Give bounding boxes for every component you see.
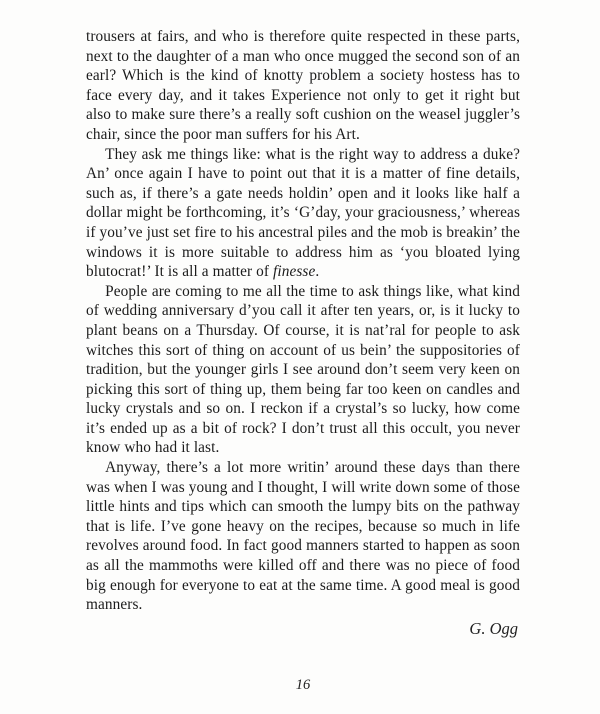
text-segment: . bbox=[315, 263, 320, 281]
text-segment: trousers at fairs, and who is therefore quite respected in these parts, next to the daughter of a man who once mugged the second son of an earl? Which is the kind of knotty problem a society hostess has to face every day, and it takes Experience not only to get it right but also to make sure there’s a really soft cushion on the weasel juggler’s chair, since the poor man suffers for his Art. bbox=[86, 28, 520, 143]
paragraph bbox=[86, 27, 520, 145]
paragraph bbox=[86, 145, 520, 282]
page-text bbox=[86, 27, 520, 615]
paragraph bbox=[86, 458, 520, 615]
paragraph bbox=[86, 282, 520, 458]
author-signature: G. Ogg bbox=[469, 618, 518, 638]
italic-text-segment: finesse bbox=[273, 263, 316, 281]
text-segment: People are coming to me all the time to ask things like, what kind of wedding anniversary d’you call it after ten years, or, is it lucky to plant beans on a Thursday. Of course, it is nat’ral for people to ask witches this sort of thing on account of us bein’ the suppositories of tradition, but the younger girls I see around don’t seem very keen on picking this sort of thing up, them being far too keen on candles and lucky crystals and so on. I reckon if a crystal’s so lucky, how come it’s ended up as a bit of rock? I don’t trust all this occult, you never know who had it last. bbox=[86, 282, 520, 457]
page-number: 16 bbox=[295, 677, 311, 693]
text-segment: They ask me things like: what is the right way to address a duke? An’ once again I have to point out that it is a matter of fine details, such as, if there’s a gate needs holdin’ open and it looks like half a dollar might be forthcoming, it’s ‘G’day, your graciousness,’ whereas if you’ve just set fire to his ancestral piles and the mob is breakin’ the windows it is more suitable to address him as ‘you bloated lying blutocrat!’ It is all a matter of bbox=[86, 145, 520, 281]
text-segment: Anyway, there’s a lot more writin’ around these days than there was when I was young and I thought, I will write down some of those little hints and tips which can smooth the lumpy bits on the pathway that is life. I’ve gone heavy on the recipes, because so much in life revolves around food. In fact good manners started to happen as soon as all the mammoths were killed off and there was no piece of food big enough for everyone to eat at the same time. A good meal is good manners. bbox=[86, 459, 520, 614]
